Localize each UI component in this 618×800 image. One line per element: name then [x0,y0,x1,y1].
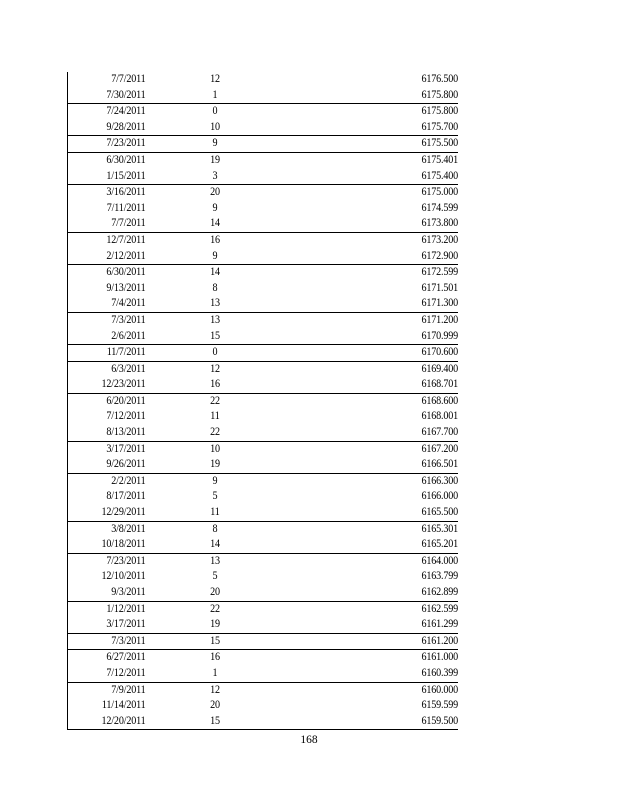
value-cell: 6159.500 [421,714,458,727]
value-cell: 6168.701 [421,378,458,391]
count-cell: 13 [153,312,276,328]
table-row [68,617,459,633]
count-cell: 1 [212,88,218,101]
data-table [67,72,458,730]
date-cell: 3/17/2011 [105,618,145,631]
date-cell: 7/24/2011 [77,104,145,120]
count-cell: 15 [210,329,220,342]
date-cell: 12/20/2011 [101,714,145,727]
date-cell: 12/7/2011 [77,232,145,248]
count-cell: 9 [212,249,218,262]
date-cell: 9/26/2011 [105,458,145,471]
table-row [68,201,459,217]
table-row [68,329,459,345]
count-cell: 15 [210,714,220,727]
value-cell: 6161.000 [306,650,458,666]
date-cell: 2/12/2011 [105,249,145,262]
value-cell: 6170.600 [306,345,458,362]
value-cell: 6176.500 [421,73,458,85]
value-cell: 6166.501 [421,458,458,471]
count-cell: 5 [212,490,218,503]
value-cell: 6165.500 [421,506,458,519]
value-cell: 6172.900 [421,249,458,262]
value-cell: 6173.200 [306,232,458,248]
date-cell: 7/3/2011 [77,312,145,328]
value-cell: 6165.201 [421,538,458,551]
value-cell: 6169.400 [306,361,458,377]
table-row [68,505,459,521]
count-cell: 8 [212,281,218,294]
count-cell: 14 [210,217,220,230]
date-cell: 6/20/2011 [77,393,145,409]
count-cell: 10 [153,441,276,457]
table-row [68,104,459,120]
value-cell: 6167.200 [306,441,458,457]
value-cell: 6159.599 [421,699,458,712]
date-cell: 11/14/2011 [101,699,145,712]
date-cell: 6/27/2011 [77,650,145,666]
count-cell: 20 [210,586,220,598]
value-cell: 6162.899 [421,586,458,598]
count-cell: 19 [210,618,220,631]
count-cell: 3 [212,169,218,182]
value-cell: 6160.000 [306,682,458,698]
count-cell: 20 [210,699,220,712]
count-cell: 9 [212,201,218,214]
table-row [68,377,459,393]
table-row [68,441,459,457]
table-row [68,682,459,698]
table-row [68,409,459,425]
count-cell: 13 [210,297,220,310]
value-cell: 6163.799 [421,570,458,583]
date-cell: 7/3/2011 [77,633,145,650]
table-row [68,457,459,473]
value-cell: 6175.401 [306,152,458,168]
value-cell: 6161.299 [421,618,458,631]
count-cell: 22 [153,393,276,409]
value-cell: 6170.999 [421,329,458,342]
table-row [68,601,459,617]
date-cell: 12/29/2011 [101,506,145,519]
date-cell: 6/3/2011 [77,361,145,377]
date-cell: 7/23/2011 [77,553,145,569]
table-row [68,569,459,585]
table-row [68,216,459,232]
date-cell: 11/7/2011 [77,345,145,362]
table-row [68,88,459,104]
table-row [68,521,459,537]
date-cell: 9/3/2011 [110,586,145,598]
value-cell: 6172.599 [306,265,458,281]
table-row [68,553,459,569]
date-cell: 10/18/2011 [101,538,145,551]
value-cell: 6171.501 [421,281,458,294]
date-cell: 12/23/2011 [101,378,145,391]
page-number: 168 [300,734,318,746]
value-cell: 6160.399 [421,666,458,679]
table-row [68,185,459,201]
count-cell: 11 [210,410,220,423]
count-cell: 9 [153,473,276,489]
table-row [68,169,459,185]
table-row [68,249,459,265]
count-cell: 19 [210,458,220,471]
value-cell: 6175.400 [421,169,458,182]
count-cell: 22 [210,426,220,439]
count-cell: 16 [153,232,276,248]
date-cell: 3/8/2011 [77,521,145,537]
count-cell: 1 [212,666,218,679]
date-cell: 9/13/2011 [105,281,145,294]
date-cell: 7/4/2011 [110,297,145,310]
table-row [68,72,459,88]
table-row [68,537,459,553]
value-cell: 6175.000 [306,185,458,201]
table-row [68,393,459,409]
table-row [68,698,459,714]
count-cell: 19 [153,152,276,168]
date-cell: 1/12/2011 [77,601,145,617]
count-cell: 8 [153,521,276,537]
table-row [68,345,459,362]
value-cell: 6171.300 [421,297,458,310]
value-cell: 6171.200 [306,312,458,328]
value-cell: 6173.800 [421,217,458,230]
count-cell: 0 [153,345,276,362]
date-cell: 6/30/2011 [77,152,145,168]
date-cell: 6/30/2011 [77,265,145,281]
date-cell: 7/12/2011 [105,410,145,423]
count-cell: 22 [153,601,276,617]
value-cell: 6175.800 [306,104,458,120]
count-cell: 0 [153,104,276,120]
table-row [68,361,459,377]
value-cell: 6168.600 [306,393,458,409]
date-cell: 7/12/2011 [105,666,145,679]
table-row [68,265,459,281]
count-cell: 12 [153,682,276,698]
count-cell: 12 [210,73,220,85]
value-cell: 6175.800 [421,88,458,101]
value-cell: 6166.300 [306,473,458,489]
value-cell: 6174.599 [421,201,458,214]
date-cell: 7/11/2011 [106,201,145,214]
count-cell: 20 [153,185,276,201]
date-cell: 3/16/2011 [77,185,145,201]
date-cell: 7/30/2011 [105,88,145,101]
date-cell: 1/15/2011 [105,169,145,182]
value-cell: 6165.301 [306,521,458,537]
table-row [68,666,459,682]
count-cell: 15 [153,633,276,650]
table-row [68,585,459,601]
value-cell: 6168.001 [421,410,458,423]
count-cell: 16 [210,378,220,391]
table-row [68,281,459,297]
date-cell: 9/28/2011 [105,120,145,133]
date-cell: 2/6/2011 [110,329,145,342]
date-cell: 7/7/2011 [110,73,145,85]
count-cell: 9 [153,136,276,153]
value-cell: 6167.700 [421,426,458,439]
date-cell: 8/13/2011 [105,426,145,439]
count-cell: 12 [153,361,276,377]
table-row [68,650,459,666]
count-cell: 11 [210,506,220,519]
table-row [68,312,459,328]
date-cell: 8/17/2011 [105,490,145,503]
value-cell: 6166.000 [421,490,458,503]
count-cell: 14 [153,265,276,281]
table-row [68,152,459,168]
table-body [68,72,459,730]
count-cell: 16 [153,650,276,666]
count-cell: 5 [212,570,218,583]
table-row [68,489,459,505]
table-row [68,633,459,650]
table-row [68,120,459,136]
value-cell: 6164.000 [306,553,458,569]
date-cell: 3/17/2011 [77,441,145,457]
date-cell: 7/7/2011 [110,217,145,230]
table-row [68,425,459,441]
value-cell: 6175.500 [306,136,458,153]
table-row [68,714,459,730]
date-cell: 12/10/2011 [101,570,145,583]
count-cell: 14 [210,538,220,551]
table-row [68,232,459,248]
count-cell: 10 [210,120,220,133]
date-cell: 7/23/2011 [77,136,145,153]
date-cell: 7/9/2011 [77,682,145,698]
date-cell: 2/2/2011 [77,473,145,489]
table-row [68,296,459,312]
value-cell: 6161.200 [306,633,458,650]
count-cell: 13 [153,553,276,569]
table-row [68,473,459,489]
table-row [68,136,459,153]
value-cell: 6175.700 [421,120,458,133]
value-cell: 6162.599 [306,601,458,617]
